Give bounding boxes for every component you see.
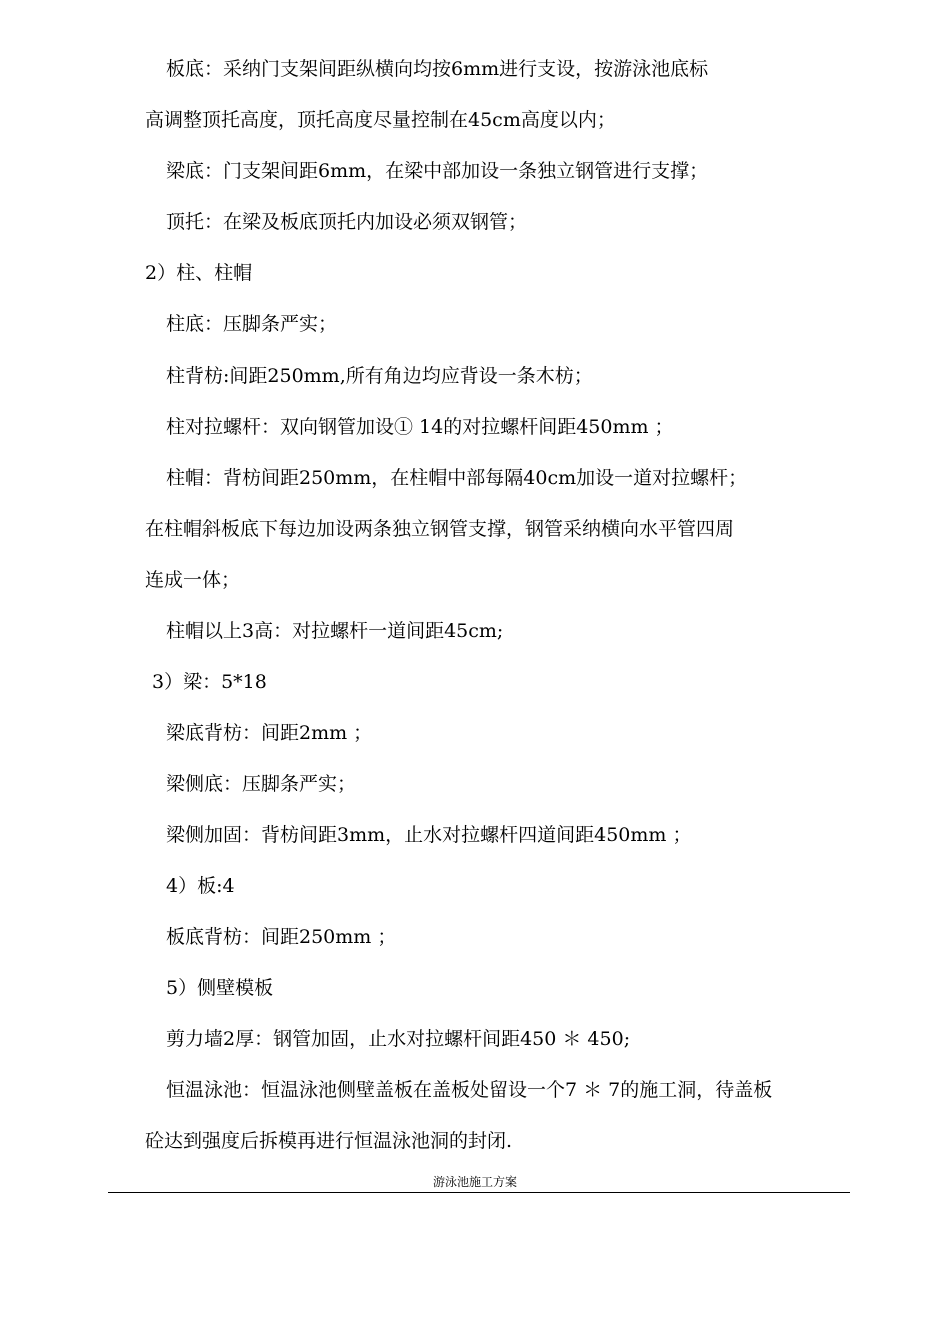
paragraph-line: 梁侧加固：背枋间距3mm，止水对拉螺杆四道间距450mm ； — [166, 824, 692, 846]
paragraph-line: 柱对拉螺杆：双向钢管加设① 14的对拉螺杆间距450mm ； — [166, 416, 674, 438]
section-heading: 3）梁：5*18 — [152, 671, 267, 693]
paragraph-line: 柱背枋:间距250mm,所有角边均应背设一条木枋； — [166, 365, 593, 387]
paragraph-line: 梁侧底：压脚条严实； — [166, 773, 357, 795]
page-footer: 游泳池施工方案 — [432, 1175, 517, 1189]
paragraph-line: 连成一体； — [145, 569, 241, 591]
paragraph-line: 恒温泳池：恒温泳池侧壁盖板在盖板处留设一个7 ＊ 7的施工洞，待盖板 — [166, 1079, 773, 1101]
section-heading: 5）侧壁模板 — [166, 977, 274, 999]
paragraph-line: 柱帽：背枋间距250mm，在柱帽中部每隔40cm加设一道对拉螺杆； — [166, 467, 748, 489]
paragraph-line: 梁底背枋：间距2mm ； — [166, 722, 373, 744]
paragraph-line: 柱帽以上3高：对拉螺杆一道间距45cm; — [166, 620, 504, 642]
paragraph-line: 砼达到强度后拆模再进行恒温泳池洞的封闭. — [145, 1130, 513, 1152]
paragraph-line: 在柱帽斜板底下每边加设两条独立钢管支撑，钢管采纳横向水平管四周 — [145, 518, 735, 540]
footer-divider — [108, 1192, 850, 1193]
paragraph-line: 剪力墙2厚：钢管加固，止水对拉螺杆间距450 ＊ 450; — [166, 1028, 631, 1050]
paragraph-line: 梁底：门支架间距6mm，在梁中部加设一条独立钢管进行支撑； — [166, 160, 709, 182]
paragraph-line: 板底：采纳门支架间距纵横向均按6mm进行支设，按游泳池底标 — [166, 58, 709, 80]
section-heading: 2）柱、柱帽 — [145, 262, 253, 284]
paragraph-line: 柱底：压脚条严实； — [166, 313, 338, 335]
paragraph-line: 板底背枋：间距250mm ； — [166, 926, 397, 948]
section-heading: 4）板:4 — [166, 875, 235, 897]
paragraph-line: 顶托：在梁及板底顶托内加设必须双钢管； — [166, 211, 528, 233]
paragraph-line: 高调整顶托高度，顶托高度尽量控制在45cm高度以内； — [145, 109, 616, 131]
